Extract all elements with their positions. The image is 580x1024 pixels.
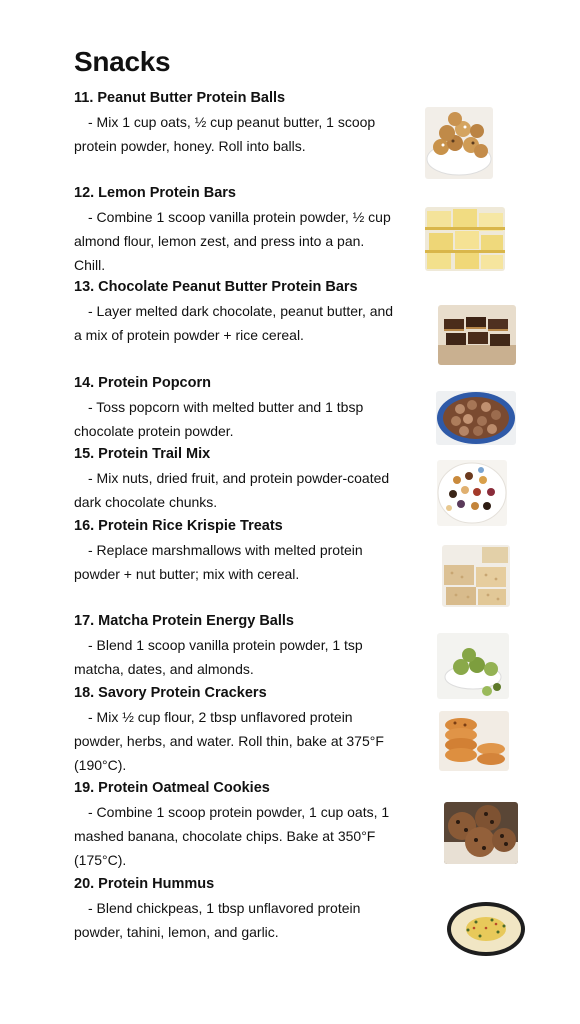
recipe-item <box>74 609 394 681</box>
recipe-item <box>74 86 394 158</box>
recipe-item <box>74 442 394 514</box>
recipe-description: - Mix 1 cup oats, ½ cup peanut butter, 1 scoop protein powder, honey. Roll into balls. <box>74 114 376 154</box>
recipe-title: 12. Lemon Protein Bars <box>74 185 236 201</box>
rice-krispie-photo <box>442 545 510 607</box>
recipe-description: - Mix ½ cup flour, 2 tbsp unflavored protein powder, herbs, and water. Roll thin, bake at 375°F (190°C). <box>74 709 384 773</box>
recipe-item <box>74 776 394 872</box>
recipe-title: 13. Chocolate Peanut Butter Protein Bars <box>74 279 358 295</box>
recipe-title: 15. Protein Trail Mix <box>74 446 211 462</box>
recipe-title: 19. Protein Oatmeal Cookies <box>74 780 270 796</box>
recipe-item <box>74 681 394 777</box>
protein-balls-photo <box>425 107 493 179</box>
recipe-description: - Toss popcorn with melted butter and 1 tbsp chocolate protein powder. <box>74 399 364 439</box>
recipe-description: - Combine 1 scoop protein powder, 1 cup oats, 1 mashed banana, chocolate chips. Bake at 350°F (175°C). <box>74 804 390 868</box>
recipe-title: 18. Savory Protein Crackers <box>74 685 267 701</box>
crackers-photo <box>439 711 509 771</box>
recipe-description: - Blend chickpeas, 1 tbsp unflavored protein powder, tahini, lemon, and garlic. <box>74 900 361 940</box>
recipe-title: 11. Peanut Butter Protein Balls <box>74 90 286 106</box>
chocolate-bars-photo <box>438 305 516 365</box>
popcorn-photo <box>436 391 516 445</box>
recipe-item <box>74 872 394 944</box>
recipe-item <box>74 371 394 443</box>
recipe-item <box>74 275 394 347</box>
recipe-title: 14. Protein Popcorn <box>74 375 211 391</box>
lemon-bars-photo <box>425 207 505 271</box>
recipe-item <box>74 514 394 586</box>
recipe-description: - Replace marshmallows with melted protein powder + nut butter; mix with cereal. <box>74 542 363 582</box>
page-title: Snacks <box>74 46 171 77</box>
recipe-title: 20. Protein Hummus <box>74 876 215 892</box>
recipe-title: 17. Matcha Protein Energy Balls <box>74 613 294 629</box>
recipe-description: - Blend 1 scoop vanilla protein powder, 1 tsp matcha, dates, and almonds. <box>74 637 363 677</box>
recipe-title: 16. Protein Rice Krispie Treats <box>74 518 283 534</box>
recipe-description: - Combine 1 scoop vanilla protein powder, ½ cup almond flour, lemon zest, and press into a pan. Chill. <box>74 209 391 273</box>
cookies-photo <box>444 802 518 864</box>
recipe-item <box>74 181 394 277</box>
trail-mix-photo <box>437 460 507 526</box>
recipe-description: - Layer melted dark chocolate, peanut butter, and a mix of protein powder + rice cereal. <box>74 303 394 343</box>
hummus-photo <box>446 900 526 958</box>
matcha-balls-photo <box>437 633 509 699</box>
recipe-description: - Mix nuts, dried fruit, and protein powder-coated dark chocolate chunks. <box>74 470 390 510</box>
